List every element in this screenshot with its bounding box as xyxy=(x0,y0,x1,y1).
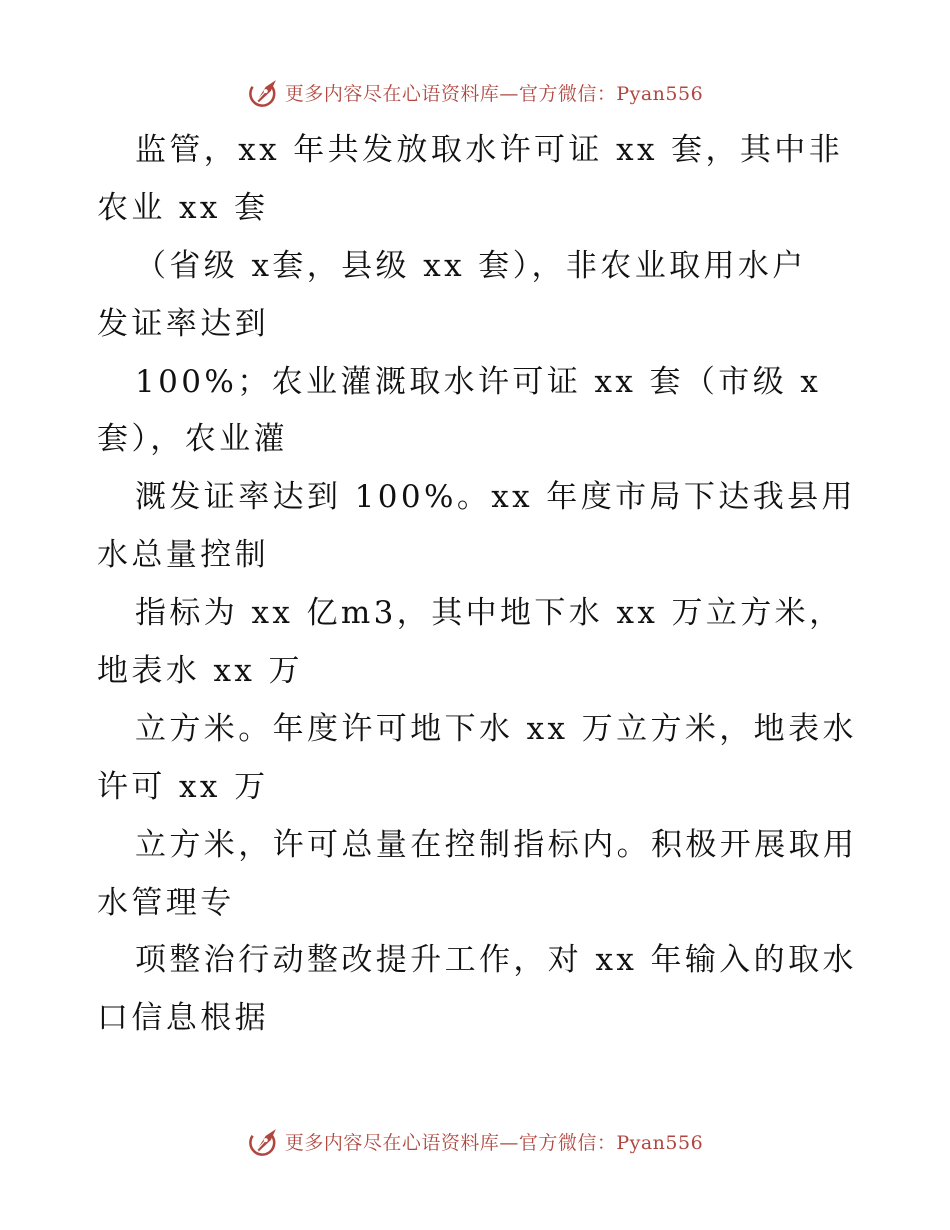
body-line: 农业 xx 套 xyxy=(97,189,269,226)
body-line: 水管理专 xyxy=(97,884,235,921)
body-line: 立方米。年度许可地下水 xx 万立方米，地表水 xyxy=(135,710,857,747)
body-line: 100%；农业灌溉取水许可证 xx 套（市级 x xyxy=(135,363,822,400)
header-banner-text: 更多内容尽在心语资料库—官方微信：Pyan556 xyxy=(284,82,704,105)
body-line: 口信息根据 xyxy=(97,1000,269,1037)
body-line: （省级 x套，县级 xx 套），非农业取用水户 xyxy=(135,247,807,284)
body-line: 项整治行动整改提升工作，对 xx 年输入的取水 xyxy=(135,942,857,979)
body-line: 发证率达到 xyxy=(97,305,269,342)
footer-banner-text: 更多内容尽在心语资料库—官方微信：Pyan556 xyxy=(284,1131,704,1154)
body-line: 套），农业灌 xyxy=(97,421,288,458)
body-line: 监管，xx 年共发放取水许可证 xx 套，其中非 xyxy=(135,132,844,168)
body-line: 水总量控制 xyxy=(97,537,269,574)
body-line: 许可 xx 万 xyxy=(97,768,269,805)
document-body xyxy=(97,122,857,1048)
pen-nib-logo-icon xyxy=(247,75,281,109)
footer-banner xyxy=(0,1121,950,1161)
body-line: 溉发证率达到 100%。xx 年度市局下达我县用 xyxy=(135,479,856,516)
body-line: 指标为 xx 亿m3，其中地下水 xx 万立方米， xyxy=(135,595,844,632)
body-line: 立方米，许可总量在控制指标内。积极开展取用 xyxy=(135,826,858,863)
header-banner xyxy=(0,72,950,112)
pen-nib-logo-icon xyxy=(247,1124,281,1158)
body-line: 地表水 xx 万 xyxy=(97,653,303,690)
